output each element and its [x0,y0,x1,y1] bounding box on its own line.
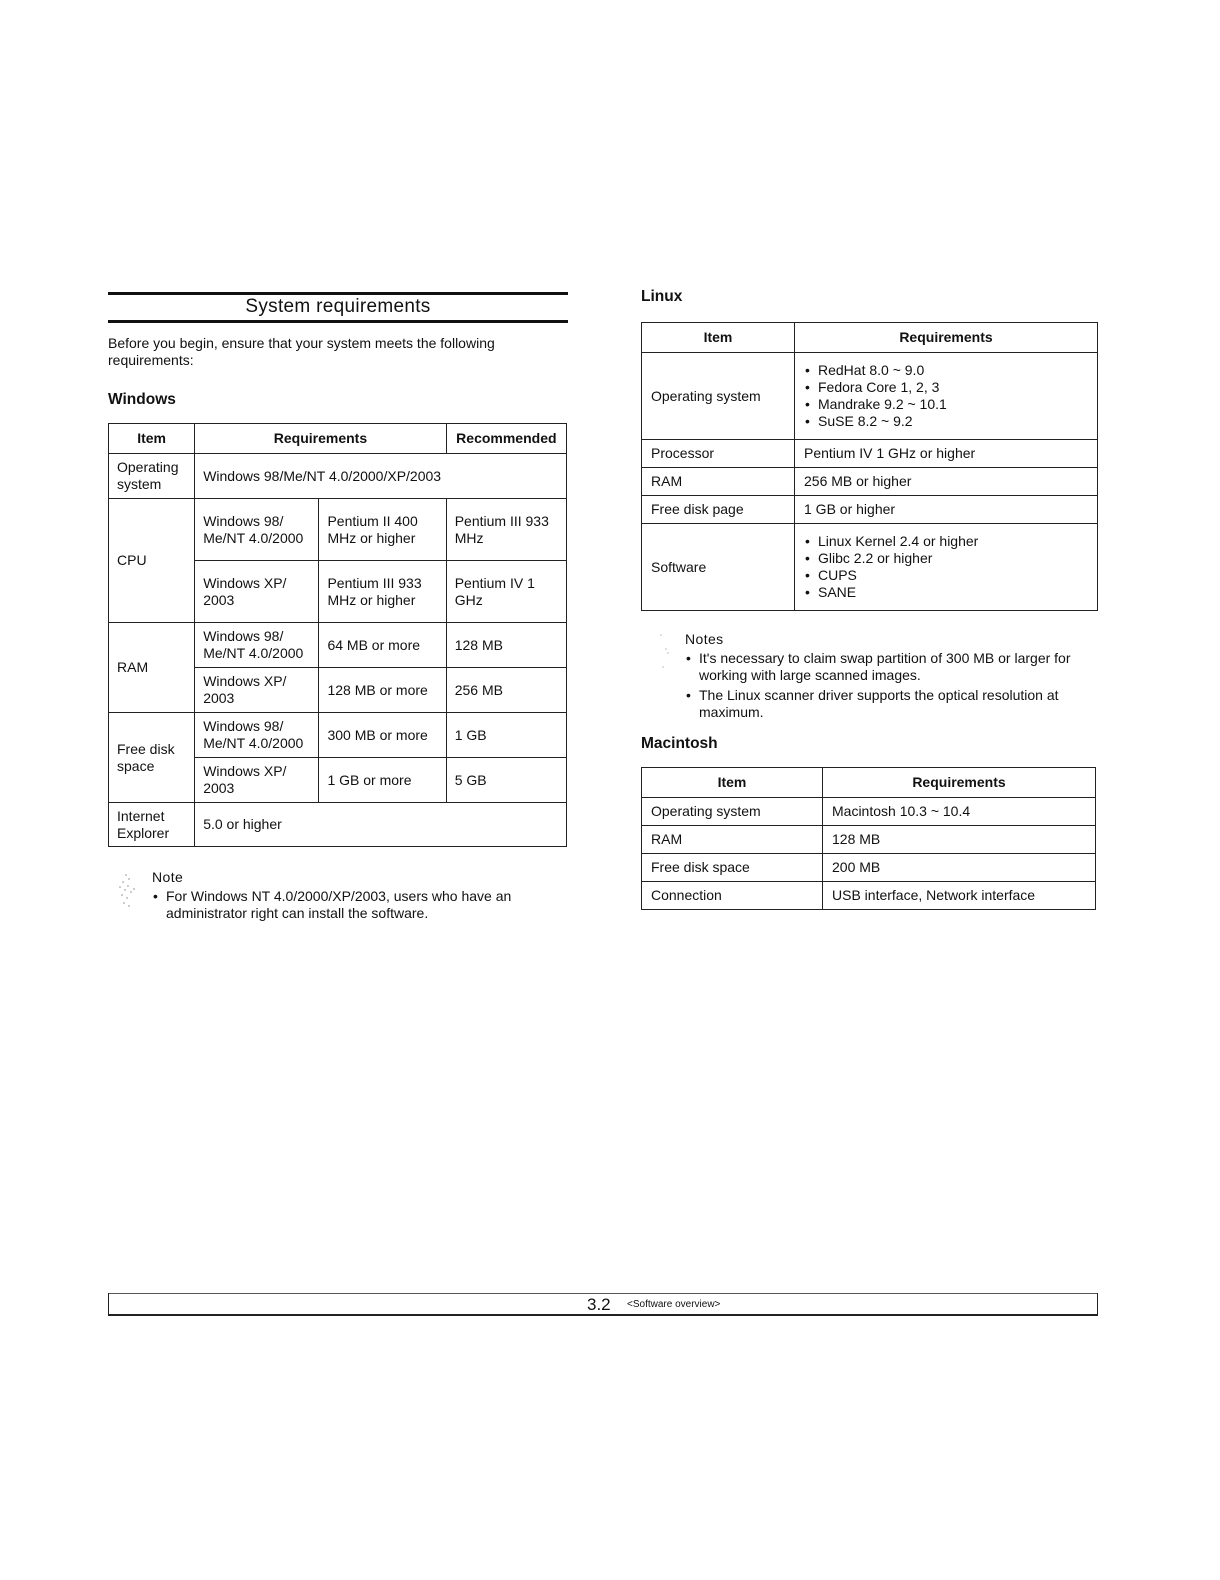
row-recommended: 128 MB [446,623,566,668]
intro-paragraph: Before you begin, ensure that your system meets the following requirements: [108,335,495,368]
row-recommended: Pentium IV 1 GHz [446,561,566,623]
note-label: Note [152,869,184,885]
row-value [795,353,1098,440]
table-row [642,854,1096,882]
row-item: Free disk space [109,713,195,803]
row-requirement: 300 MB or more [319,713,446,758]
row-item: CPU [109,499,195,623]
table-header-row [109,424,567,454]
table-row [642,496,1098,524]
page-number: 3.2 [587,1295,611,1314]
row-item: Operating system [109,454,195,499]
row-value: 200 MB [823,854,1096,882]
row-os: Windows XP/ 2003 [195,668,319,713]
row-os: Windows XP/ 2003 [195,758,319,803]
row-item: Internet Explorer [109,803,195,847]
row-item: RAM [109,623,195,713]
list-item: • SANE [818,584,1088,601]
footer-section-label: <Software overview> [627,1299,721,1310]
row-item: Connection [642,882,823,910]
table-row [642,468,1098,496]
table-row [642,440,1098,468]
row-recommended: 256 MB [446,668,566,713]
windows-heading: Windows [108,391,176,408]
row-value: Pentium IV 1 GHz or higher [795,440,1098,468]
notes-list [685,650,1099,721]
page-title: System requirements [245,296,431,317]
row-item: Operating system [642,798,823,826]
row-os: Windows 98/ Me/NT 4.0/2000 [195,623,319,668]
note-item: • The Linux scanner driver supports the optical resolution at maximum. [699,687,1099,721]
row-item: RAM [642,826,823,854]
table-header-row [642,323,1098,353]
table-row [642,353,1098,440]
row-requirement: 64 MB or more [319,623,446,668]
macintosh-heading: Macintosh [641,735,718,752]
header-item: Item [642,323,795,353]
footer-bottom-rule [109,1314,1097,1316]
row-recommended: Pentium III 933 MHz [446,499,566,561]
row-requirement: 128 MB or more [319,668,446,713]
row-item: Free disk page [642,496,795,524]
note-icon [647,631,675,675]
table-row [109,803,567,847]
footer-top-rule [109,1293,1097,1294]
note-item: • It's necessary to claim swap partition of 300 MB or larger for working with large scanned images. [699,650,1099,684]
table-row [109,623,567,668]
row-os: Windows 98/ Me/NT 4.0/2000 [195,499,319,561]
row-os: Windows 98/ Me/NT 4.0/2000 [195,713,319,758]
header-requirements: Requirements [195,424,447,454]
notes-label: Notes [685,631,724,647]
header-requirements: Requirements [823,768,1096,798]
header-recommended: Recommended [446,424,566,454]
list-item: • Fedora Core 1, 2, 3 [818,379,1088,396]
table-row [109,713,567,758]
table-row [109,454,567,499]
linux-heading: Linux [641,288,683,305]
row-item: Operating system [642,353,795,440]
row-value: 5.0 or higher [195,803,567,847]
left-column [108,292,568,925]
row-value: 256 MB or higher [795,468,1098,496]
macintosh-requirements-table [641,767,1096,910]
list-item: • CUPS [818,567,1088,584]
note-list [152,888,568,922]
header-item: Item [109,424,195,454]
section-title-block [108,292,568,323]
header-item: Item [642,768,823,798]
list-item: • RedHat 8.0 ~ 9.0 [818,362,1088,379]
table-row [109,499,567,561]
row-requirement: 1 GB or more [319,758,446,803]
row-requirement: Pentium III 933 MHz or higher [319,561,446,623]
row-item: Free disk space [642,854,823,882]
row-recommended: 5 GB [446,758,566,803]
right-column [641,288,1099,910]
linux-requirements-table [641,322,1098,611]
list-item: • Glibc 2.2 or higher [818,550,1088,567]
note-item: • For Windows NT 4.0/2000/XP/2003, users who have an administrator right can install the software. [166,888,568,922]
row-recommended: 1 GB [446,713,566,758]
row-value: 1 GB or higher [795,496,1098,524]
software-list [804,533,1088,601]
linux-notes [641,631,1099,721]
table-row [642,798,1096,826]
os-list [804,362,1088,430]
page-footer [108,1293,1098,1316]
table-header-row [642,768,1096,798]
windows-note [108,869,568,922]
row-value: USB interface, Network interface [823,882,1096,910]
table-row [642,524,1098,611]
windows-requirements-table [108,423,567,847]
list-item: • Mandrake 9.2 ~ 10.1 [818,396,1088,413]
note-icon [114,869,142,913]
row-value: Macintosh 10.3 ~ 10.4 [823,798,1096,826]
table-row [642,882,1096,910]
table-row [642,826,1096,854]
row-item: Processor [642,440,795,468]
header-requirements: Requirements [795,323,1098,353]
list-item: • Linux Kernel 2.4 or higher [818,533,1088,550]
row-requirement: Pentium II 400 MHz or higher [319,499,446,561]
list-item: • SuSE 8.2 ~ 9.2 [818,413,1088,430]
row-value: 128 MB [823,826,1096,854]
row-os: Windows XP/ 2003 [195,561,319,623]
row-item: RAM [642,468,795,496]
row-value: Windows 98/Me/NT 4.0/2000/XP/2003 [195,454,567,499]
row-item: Software [642,524,795,611]
row-value [795,524,1098,611]
